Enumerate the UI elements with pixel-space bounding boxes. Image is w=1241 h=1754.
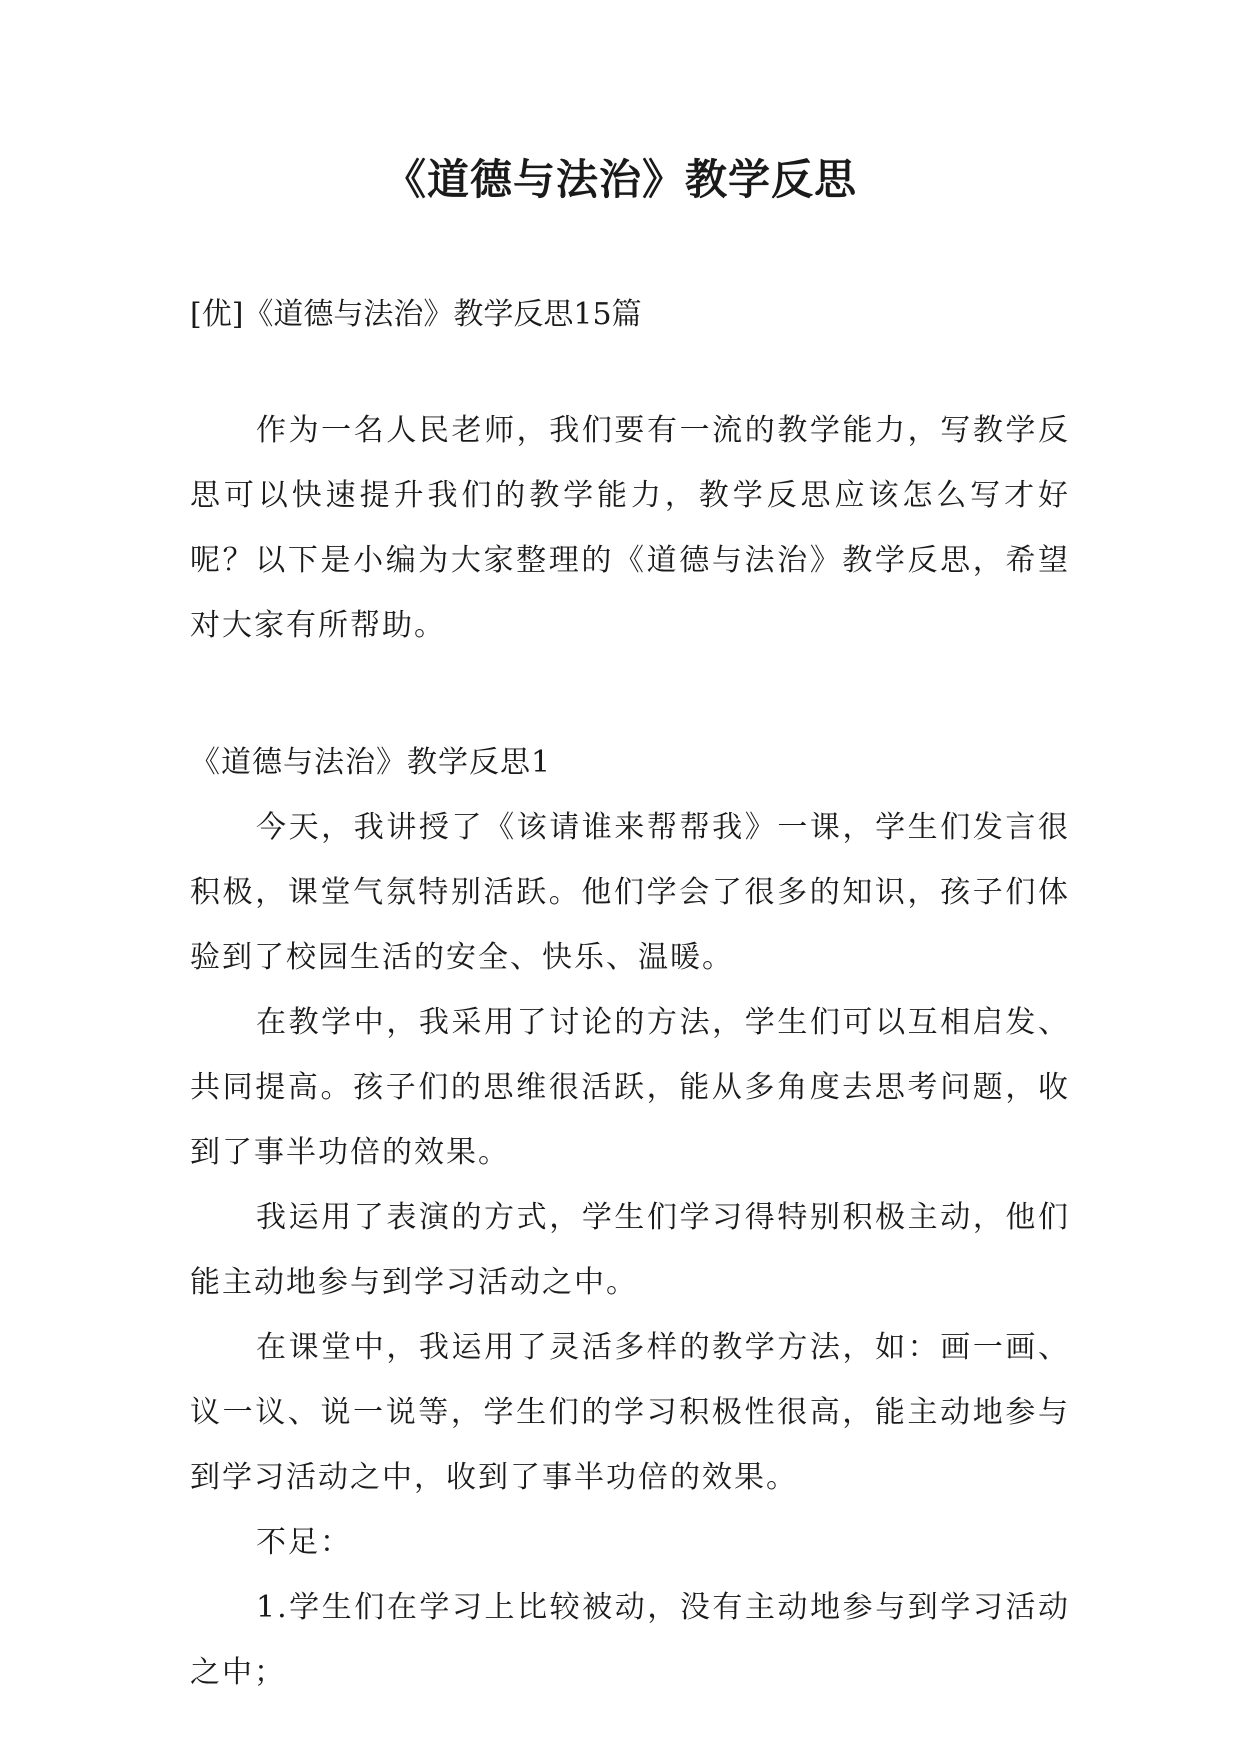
document-body [190, 398, 1070, 1705]
body-paragraph: 在课堂中，我运用了灵活多样的教学方法，如：画一画、议一议、说一说等，学生们的学习积极性很高，能主动地参与到学习活动之中，收到了事半功倍的效果。 [190, 1330, 1070, 1495]
section-spacer [190, 658, 1070, 730]
section-heading: 《道德与法治》教学反思1 [190, 745, 552, 780]
body-paragraph: 我运用了表演的方式，学生们学习得特别积极主动，他们能主动地参与到学习活动之中。 [190, 1200, 1070, 1300]
document-subtitle: [优]《道德与法治》教学反思15篇 [190, 297, 642, 332]
body-paragraph: 在教学中，我采用了讨论的方法，学生们可以互相启发、共同提高。孩子们的思维很活跃，能从多角度去思考问题，收到了事半功倍的效果。 [190, 1005, 1070, 1170]
intro-paragraph: 作为一名人民老师，我们要有一流的教学能力，写教学反思可以快速提升我们的教学能力，教学反思应该怎么写才好呢？以下是小编为大家整理的《道德与法治》教学反思，希望对大家有所帮助。 [190, 413, 1070, 643]
body-paragraph: 今天，我讲授了《该请谁来帮帮我》一课，学生们发言很积极，课堂气氛特别活跃。他们学会了很多的知识，孩子们体验到了校园生活的安全、快乐、温暖。 [190, 810, 1070, 975]
document-title: 《道德与法治》教学反思 [383, 155, 857, 204]
body-paragraph: 不足： [256, 1525, 352, 1560]
body-paragraph: 1.学生们在学习上比较被动，没有主动地参与到学习活动之中； [190, 1590, 1070, 1690]
